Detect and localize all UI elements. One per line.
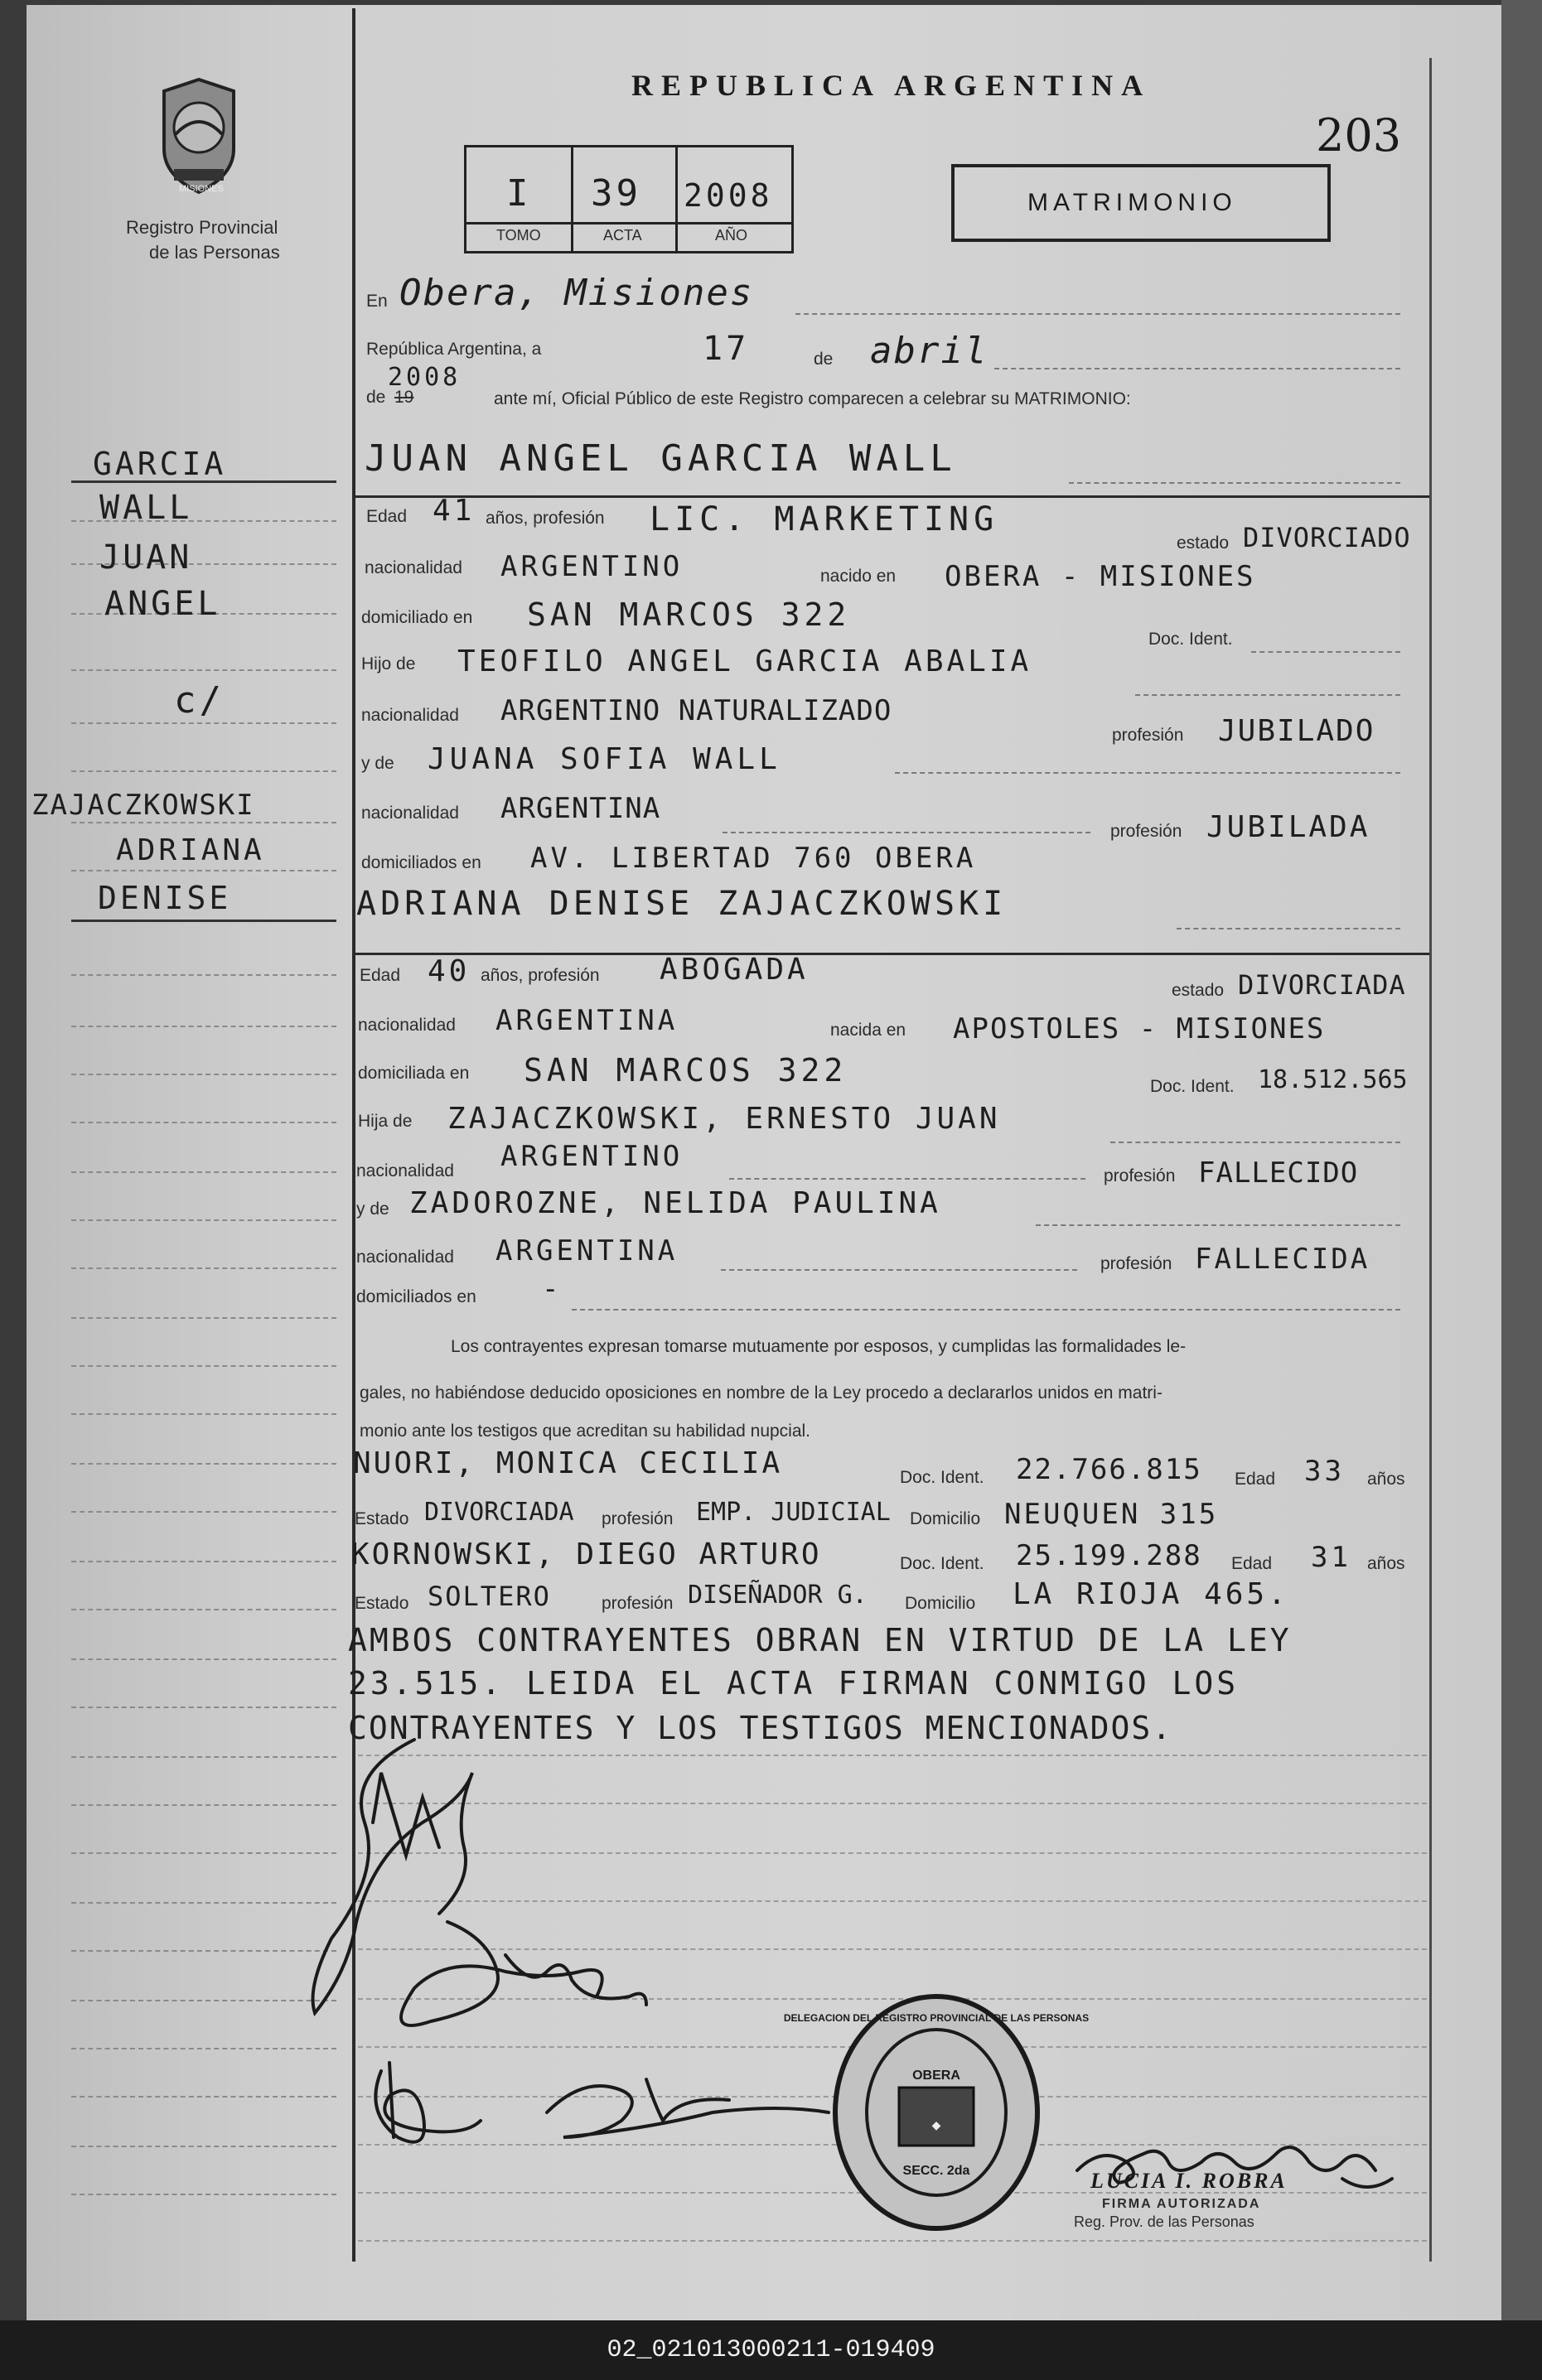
groom-doc-label: Doc. Ident. xyxy=(1148,630,1233,649)
officer-signature-icon xyxy=(1069,2104,1400,2212)
groom-estado-label: estado xyxy=(1177,533,1230,553)
groom-yde-label: y de xyxy=(361,754,394,773)
day-value: 17 xyxy=(703,330,750,368)
groom-anios-profesion-label: años, profesión xyxy=(486,509,605,528)
groom-edad-label: Edad xyxy=(366,507,408,526)
witness1-doc: 22.766.815 xyxy=(1016,1453,1202,1486)
year-label: de xyxy=(366,388,386,407)
stamp-ring-text: DELEGACION DEL REGISTRO PROVINCIAL DE LAS PERSONAS xyxy=(783,2012,1090,2024)
bride-nacionalidad: ARGENTINA xyxy=(495,1004,679,1037)
groom-padres-dom-label: domiciliados en xyxy=(361,853,481,872)
bride-madre-prof: FALLECIDA xyxy=(1195,1243,1370,1276)
officer-name: LUCIA I. ROBRA xyxy=(1090,2169,1288,2193)
witness2-profesion: DISEÑADOR G. xyxy=(688,1581,868,1610)
stamp-bottom-text: SECC. 2da xyxy=(902,2164,970,2178)
record-box xyxy=(464,145,794,253)
registry-emblem-icon xyxy=(157,76,240,200)
groom-madre-prof: JUBILADA xyxy=(1206,810,1370,844)
registry-name-line1: Registro Provincial xyxy=(126,217,278,238)
groom-padre-nac-label: nacionalidad xyxy=(361,706,459,725)
witness2-estado-label: Estado xyxy=(355,1594,409,1613)
officer-title1: FIRMA AUTORIZADA xyxy=(1102,2197,1261,2211)
footer-caption: 02_021013000211-019409 xyxy=(607,2336,935,2364)
acta-value: 39 xyxy=(591,172,641,215)
declaration-line3: monio ante los testigos que acreditan su habilidad nupcial. xyxy=(360,1422,811,1441)
groom-profesion: LIC. MARKETING xyxy=(650,500,999,538)
witness1-domicilio: NEUQUEN 315 xyxy=(1004,1498,1219,1531)
right-column-border xyxy=(1429,58,1432,2262)
groom-estado: DIVORCIADO xyxy=(1243,522,1411,553)
anio-value: 2008 xyxy=(684,177,773,214)
bride-edad-label: Edad xyxy=(360,966,401,985)
witness1-name: NUORI, MONICA CECILIA xyxy=(353,1446,783,1480)
margin-bride-given1: ADRIANA xyxy=(116,833,265,867)
witness2-anios-label: años xyxy=(1367,1554,1405,1573)
groom-padre-prof: JUBILADO xyxy=(1218,714,1375,748)
bride-padre-prof-label: profesión xyxy=(1104,1166,1176,1185)
bride-doc-label: Doc. Ident. xyxy=(1150,1077,1235,1096)
groom-madre-nac: ARGENTINA xyxy=(500,792,661,825)
bride-padres-dom: - xyxy=(542,1272,563,1306)
witness1-edad: 33 xyxy=(1304,1455,1345,1488)
notes-line1: AMBOS CONTRAYENTES OBRAN EN VIRTUD DE LA LEY xyxy=(348,1622,1292,1658)
place-value: Obera, Misiones xyxy=(399,272,754,314)
form-title: MATRIMONIO xyxy=(1027,189,1237,216)
witness2-profesion-label: profesión xyxy=(602,1594,674,1613)
en-label: En xyxy=(366,292,388,311)
republica-label: República Argentina, a xyxy=(366,340,542,359)
margin-bride-surname: ZAJACZKOWSKI xyxy=(31,789,255,822)
bride-nacida-label: nacida en xyxy=(830,1021,906,1040)
bride-madre-nac: ARGENTINA xyxy=(495,1234,679,1267)
country-heading: REPUBLICA ARGENTINA xyxy=(631,69,1152,102)
declaration-line1: Los contrayentes expresan tomarse mutuamente por esposos, y cumplidas las formalidades le- xyxy=(451,1337,1187,1356)
groom-padre-prof-label: profesión xyxy=(1112,726,1184,745)
groom-padre: TEOFILO ANGEL GARCIA ABALIA xyxy=(457,644,1032,678)
bride-padre-nac: ARGENTINO xyxy=(500,1140,684,1173)
bride-domicilio: SAN MARCOS 322 xyxy=(524,1052,848,1089)
witness2-domicilio-label: Domicilio xyxy=(905,1594,976,1613)
groom-domicilio-label: domiciliado en xyxy=(361,608,473,627)
tomo-label: TOMO xyxy=(496,227,541,244)
groom-madre-prof-label: profesión xyxy=(1110,822,1182,841)
bride-padres-dom-label: domiciliados en xyxy=(356,1287,476,1306)
witness1-doc-label: Doc. Ident. xyxy=(900,1468,984,1487)
de-label: de xyxy=(814,350,834,369)
seal-caption: MISIONES xyxy=(179,184,224,194)
bride-padre: ZAJACZKOWSKI, ERNESTO JUAN xyxy=(447,1102,1001,1136)
year-value: 2008 xyxy=(388,363,462,392)
groom-padres-dom: AV. LIBERTAD 760 OBERA xyxy=(530,842,977,875)
page-edge xyxy=(1501,0,1542,2380)
form-title-box xyxy=(951,164,1331,242)
witness1-profesion: EMP. JUDICIAL xyxy=(696,1498,891,1527)
bride-madre: ZADOROZNE, NELIDA PAULINA xyxy=(409,1186,941,1220)
witness2-edad-label: Edad xyxy=(1231,1554,1273,1573)
witness1-anios-label: años xyxy=(1367,1470,1405,1489)
page-number: 203 xyxy=(1316,109,1402,162)
month-value: abril xyxy=(870,330,989,372)
tomo-value: I xyxy=(506,172,532,215)
witness1-estado: DIVORCIADA xyxy=(424,1498,574,1527)
bride-madre-prof-label: profesión xyxy=(1100,1254,1172,1273)
margin-groom-surname2: WALL xyxy=(99,489,193,527)
official-stamp-icon xyxy=(783,1988,1090,2237)
notes-line2: 23.515. LEIDA EL ACTA FIRMAN CONMIGO LOS xyxy=(348,1665,1240,1702)
bride-domicilio-label: domiciliada en xyxy=(358,1064,470,1083)
margin-groom-given2: ANGEL xyxy=(104,585,221,623)
witness2-doc: 25.199.288 xyxy=(1016,1539,1202,1572)
bride-padre-prof: FALLECIDO xyxy=(1198,1156,1359,1190)
witness1-edad-label: Edad xyxy=(1235,1470,1276,1489)
witness2-edad: 31 xyxy=(1311,1541,1351,1574)
groom-nacido: OBERA - MISIONES xyxy=(945,560,1256,593)
margin-groom-surname1: GARCIA xyxy=(93,446,227,482)
bride-padre-nac-label: nacionalidad xyxy=(356,1161,454,1180)
groom-madre: JUANA SOFIA WALL xyxy=(428,742,781,776)
bride-yde-label: y de xyxy=(356,1200,389,1219)
bride-madre-nac-label: nacionalidad xyxy=(356,1248,454,1267)
groom-domicilio: SAN MARCOS 322 xyxy=(527,596,851,633)
margin-bride-given2: DENISE xyxy=(98,880,232,916)
witness2-name: KORNOWSKI, DIEGO ARTURO xyxy=(351,1538,822,1571)
bride-doc: 18.512.565 xyxy=(1258,1065,1408,1094)
anio-label: AÑO xyxy=(715,227,748,244)
stamp-center-text: OBERA xyxy=(912,2069,960,2083)
groom-padre-nac: ARGENTINO NATURALIZADO xyxy=(500,694,892,727)
bride-nacionalidad-label: nacionalidad xyxy=(358,1016,456,1035)
year-struck: 19 xyxy=(394,388,414,407)
witness1-estado-label: Estado xyxy=(355,1509,409,1528)
margin-groom-given1: JUAN xyxy=(99,538,193,577)
ante-text: ante mí, Oficial Público de este Registro comparecen a celebrar su MATRIMONIO: xyxy=(494,389,1131,408)
groom-nacido-label: nacido en xyxy=(820,567,897,586)
witness2-domicilio: LA RIOJA 465. xyxy=(1013,1577,1289,1611)
notes-line3: CONTRAYENTES Y LOS TESTIGOS MENCIONADOS. xyxy=(348,1710,1173,1746)
margin-connector: c/ xyxy=(174,679,225,722)
groom-madre-nac-label: nacionalidad xyxy=(361,804,459,823)
declaration-line2: gales, no habiéndose deducido oposiciones en nombre de la Ley procedo a declararlos unidos en matri- xyxy=(360,1383,1163,1402)
officer-title2: Reg. Prov. de las Personas xyxy=(1074,2213,1254,2230)
witness2-doc-label: Doc. Ident. xyxy=(900,1554,984,1573)
bride-profesion: ABOGADA xyxy=(660,953,809,987)
witness1-profesion-label: profesión xyxy=(602,1509,674,1528)
bride-estado-label: estado xyxy=(1172,981,1225,1000)
witness2-estado: SOLTERO xyxy=(428,1581,551,1612)
witness1-domicilio-label: Domicilio xyxy=(910,1509,981,1528)
groom-nacionalidad: ARGENTINO xyxy=(500,550,684,583)
groom-edad: 41 xyxy=(433,494,476,528)
bride-anios-profesion-label: años, profesión xyxy=(481,966,600,985)
acta-label: ACTA xyxy=(603,227,642,244)
stamp-crest-icon: ◆ xyxy=(931,2118,941,2131)
groom-hijo-label: Hijo de xyxy=(361,654,416,673)
bride-edad: 40 xyxy=(428,954,471,988)
bride-hija-label: Hija de xyxy=(358,1112,413,1131)
groom-nacionalidad-label: nacionalidad xyxy=(365,558,462,577)
bride-name: ADRIANA DENISE ZAJACZKOWSKI xyxy=(356,885,1008,923)
groom-name: JUAN ANGEL GARCIA WALL xyxy=(365,437,957,480)
registry-name-line2: de las Personas xyxy=(149,242,280,263)
bride-estado: DIVORCIADA xyxy=(1238,969,1406,1001)
bride-nacida: APOSTOLES - MISIONES xyxy=(953,1012,1326,1045)
